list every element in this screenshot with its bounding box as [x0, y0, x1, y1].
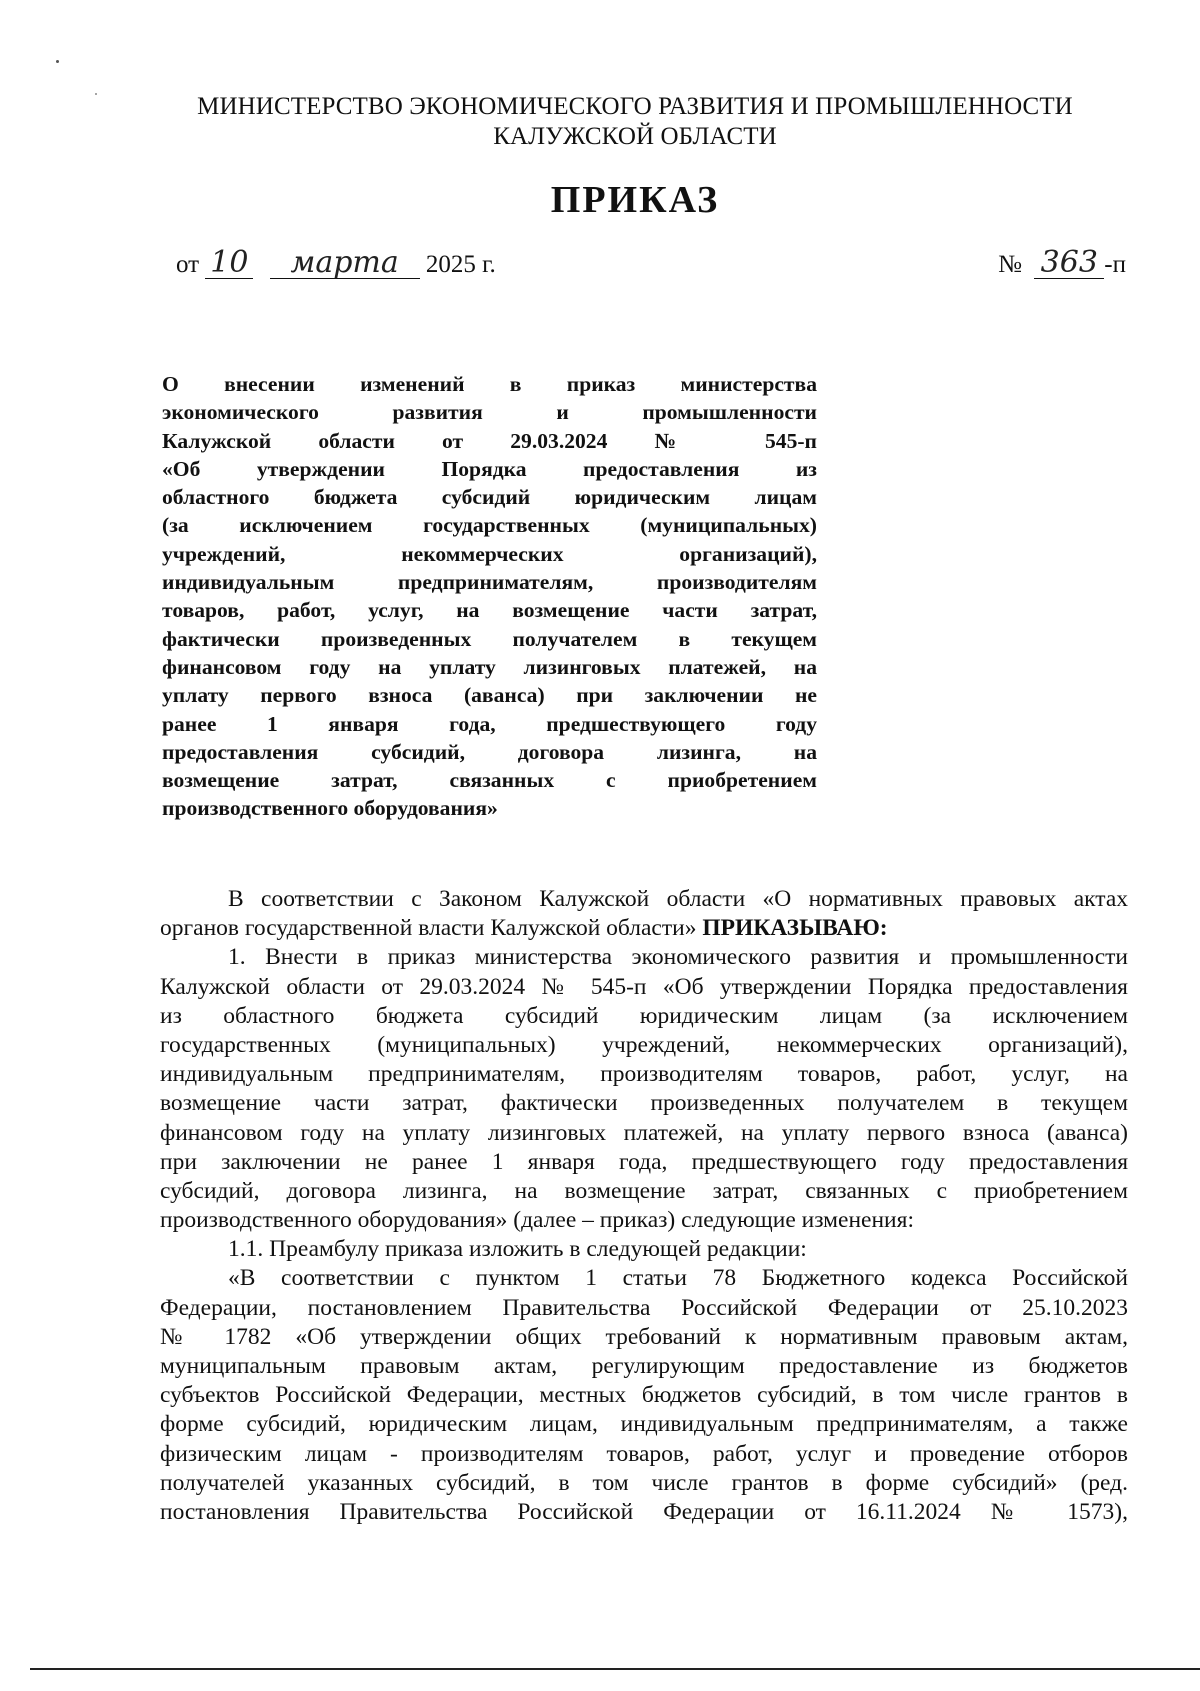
date-day-handwritten: 10 [205, 248, 253, 279]
quote-line: постановления Правительства Российской Федерации от 16.11.2024 № 1573), [160, 1498, 1128, 1525]
subject-line: товаров, работ, услуг, на возмещение части затрат, [162, 598, 817, 623]
item11-line: 1.1. Преамбулу приказа изложить в следующей редакции: [228, 1236, 807, 1263]
subject-line: Калужской области от 29.03.2024 № 545-п [162, 428, 817, 453]
subject-line: экономического развития и промышленности [162, 400, 817, 425]
date-month-handwritten: марта [270, 248, 420, 279]
quote-line: муниципальным правовым актам, регулирующим предоставление из бюджетов [160, 1353, 1128, 1379]
scan-edge-line [30, 1668, 1200, 1670]
subject-line: уплату первого взноса (аванса) при заключении не [162, 683, 817, 708]
item1-line: государственных (муниципальных) учреждений, некоммерческих организаций), [160, 1031, 1128, 1058]
item1-line: финансовом году на уплату лизинговых платежей, на уплату первого взноса (аванса) [160, 1119, 1128, 1146]
item1-line: Калужской области от 29.03.2024 № 545-п «Об утверждении Порядка предоставления [160, 973, 1128, 1000]
item1-line: 1. Внести в приказ министерства экономического развития и промышленности [228, 944, 1128, 971]
command-word: ПРИКАЗЫВАЮ: [702, 915, 888, 942]
order-body [160, 885, 1128, 1527]
subject-line: финансовом году на уплату лизинговых платежей, на [162, 654, 817, 679]
quote-line: субъектов Российской Федерации, местных бюджетов субсидий, в том числе грантов в [160, 1382, 1128, 1409]
quote-line: «В соответствии с пунктом 1 статьи 78 Бюджетного кодекса Российской [228, 1265, 1128, 1292]
quote-line: получателей указанных субсидий, в том числе грантов в форме субсидий» (ред. [160, 1469, 1128, 1496]
preamble-text: органов государственной власти Калужской области» [160, 915, 697, 942]
subject-line: ранее 1 января года, предшествующего году [162, 711, 817, 736]
subject-line: индивидуальным предпринимателям, производителям [162, 570, 817, 595]
quote-line: № 1782 «Об утверждении общих требований к нормативным правовым актам, [160, 1323, 1128, 1350]
preamble-line: В соответствии с Законом Калужской области «О нормативных правовых актах [228, 886, 1128, 912]
subject-line: областного бюджета субсидий юридическим лицам [162, 485, 817, 510]
ministry-line-2: КАЛУЖСКОЙ ОБЛАСТИ [493, 123, 777, 150]
item1-line: из областного бюджета субсидий юридическим лицам (за исключением [160, 1002, 1128, 1029]
subject-line: возмещение затрат, связанных с приобретением [162, 768, 817, 793]
subject-line: учреждений, некоммерческих организаций), [162, 541, 817, 566]
item1-line: производственного оборудования» (далее – приказ) следующие изменения: [160, 1207, 914, 1234]
date-year: 2025 г. [425, 251, 496, 278]
quote-line: Федерации, постановлением Правительства Российской Федерации от 25.10.2023 [160, 1294, 1128, 1321]
subject-line: фактически произведенных получателем в текущем [162, 626, 817, 651]
date-prefix: от [176, 251, 200, 278]
number-prefix: № [998, 251, 1023, 278]
subject-line: предоставления субсидий, договора лизинга, на [162, 739, 817, 764]
item1-line: субсидий, договора лизинга, на возмещение затрат, связанных с приобретением [160, 1177, 1128, 1204]
order-title: ПРИКАЗ [550, 179, 720, 221]
number-suffix: -п [1104, 251, 1126, 278]
subject-line: производственного оборудования» [162, 796, 498, 821]
order-date [176, 245, 496, 280]
subject-line: О внесении изменений в приказ министерства [162, 372, 817, 396]
preamble-line [160, 914, 1128, 943]
order-number [998, 245, 1126, 280]
number-value-handwritten: 363 [1034, 248, 1104, 279]
quote-line: форме субсидий, юридическим лицам, индивидуальным предпринимателям, а также [160, 1411, 1128, 1438]
item1-line: возмещение части затрат, фактически произведенных получателем в текущем [160, 1090, 1128, 1117]
ministry-header [150, 92, 1120, 152]
quote-line: физическим лицам - производителям товаров, работ, услуг и проведение отборов [160, 1440, 1128, 1467]
scan-speck [56, 60, 59, 63]
scan-speck [95, 93, 97, 95]
ministry-line-1: МИНИСТЕРСТВО ЭКОНОМИЧЕСКОГО РАЗВИТИЯ И ПРОМЫШЛЕННОСТИ [197, 93, 1073, 120]
item1-line: индивидуальным предпринимателям, производителям товаров, работ, услуг, на [160, 1061, 1128, 1088]
item1-line: при заключении не ранее 1 января года, предшествующего году предоставления [160, 1148, 1128, 1175]
order-subject [162, 370, 817, 823]
subject-line: «Об утверждении Порядка предоставления из [162, 456, 817, 481]
subject-line: (за исключением государственных (муниципальных) [162, 513, 817, 538]
